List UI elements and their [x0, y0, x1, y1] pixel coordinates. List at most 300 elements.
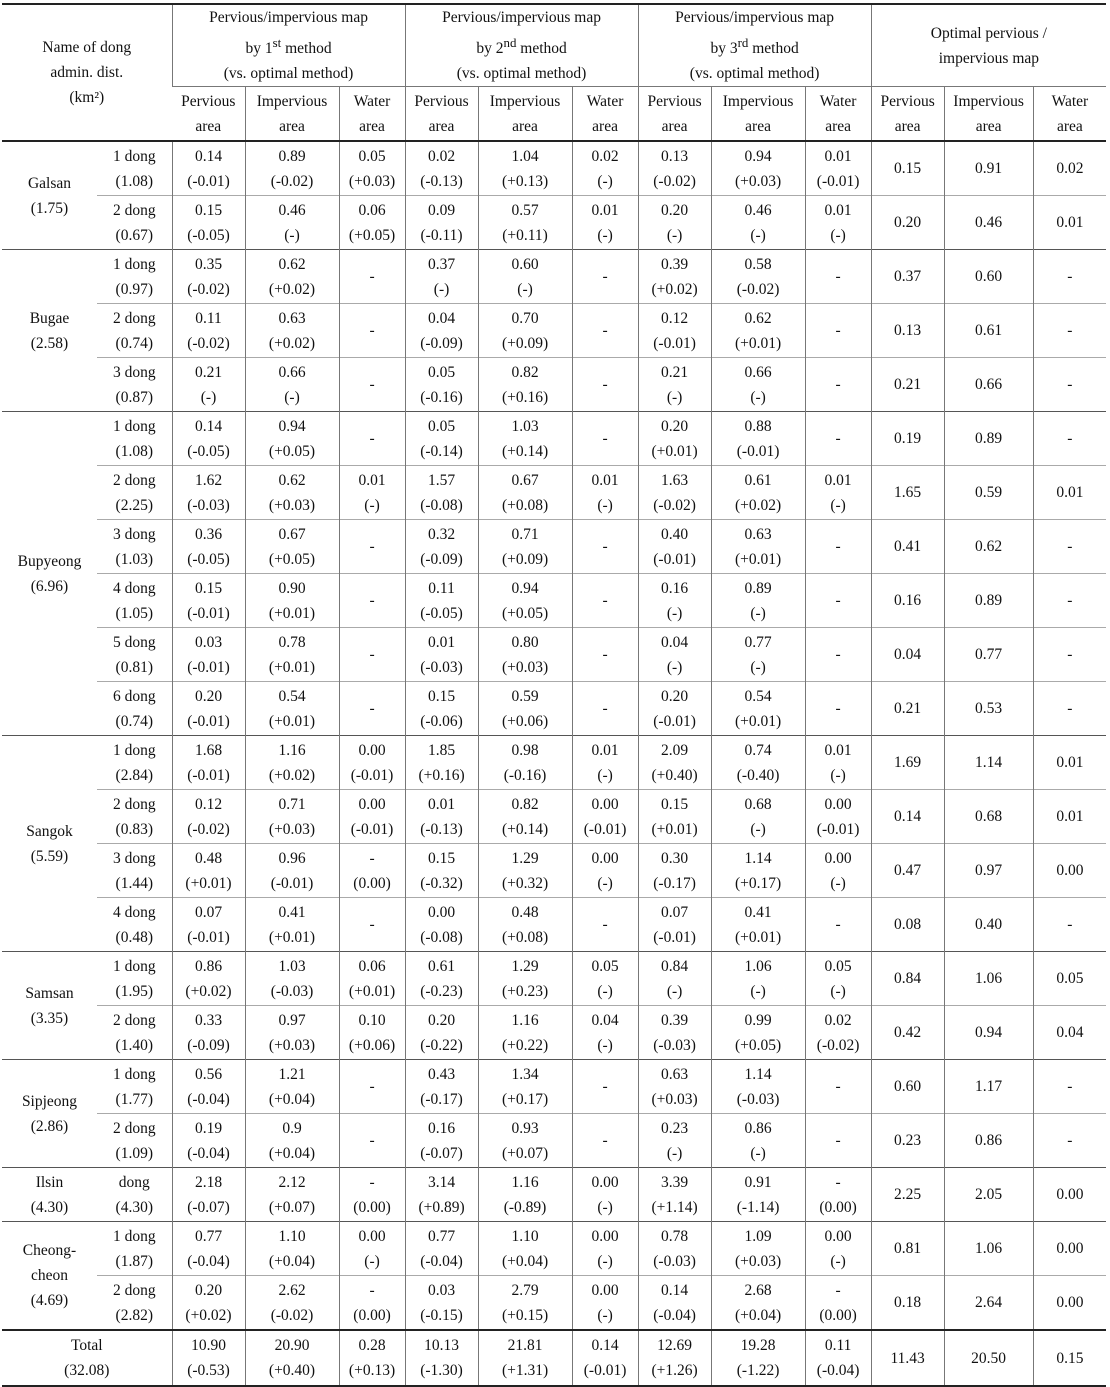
- method-value-cell: 0.00 (-): [339, 1222, 405, 1276]
- dong-name-cell: 2 dong (0.67): [97, 196, 172, 250]
- method-value-cell: 0.63 (+0.03): [638, 1060, 711, 1114]
- optimal-value-cell: 2.05: [944, 1168, 1033, 1222]
- optimal-value-cell: 0.91: [944, 141, 1033, 196]
- method-value-cell: 0.00 (-0.01): [572, 790, 638, 844]
- total-optimal-value-cell: 0.15: [1033, 1330, 1106, 1386]
- method-value-cell: -: [339, 898, 405, 952]
- method-value-cell: 0.00 (-0.01): [339, 736, 405, 790]
- method-value-cell: 0.61 (-0.23): [405, 952, 478, 1006]
- method-value-cell: 0.86 (+0.02): [172, 952, 245, 1006]
- optimal-value-cell: 0.89: [944, 574, 1033, 628]
- method-value-cell: 0.84 (-): [638, 952, 711, 1006]
- method-value-cell: 0.35 (-0.02): [172, 250, 245, 304]
- optimal-value-cell: 0.01: [1033, 790, 1106, 844]
- method-value-cell: 1.06 (-): [711, 952, 805, 1006]
- method-value-cell: 0.67 (+0.08): [478, 466, 572, 520]
- method-value-cell: 0.71 (+0.09): [478, 520, 572, 574]
- method-value-cell: 0.09 (-0.11): [405, 196, 478, 250]
- method-value-cell: 0.97 (+0.03): [245, 1006, 339, 1060]
- method-value-cell: 0.23 (-): [638, 1114, 711, 1168]
- optimal-value-cell: 0.01: [1033, 466, 1106, 520]
- method-value-cell: 0.00 (-): [572, 1168, 638, 1222]
- method-value-cell: 0.15 (-0.06): [405, 682, 478, 736]
- method-value-cell: 1.34 (+0.17): [478, 1060, 572, 1114]
- method-value-cell: 1.03 (-0.03): [245, 952, 339, 1006]
- optimal-value-cell: 0.41: [871, 520, 944, 574]
- optimal-value-cell: 0.86: [944, 1114, 1033, 1168]
- optimal-value-cell: 0.00: [1033, 1222, 1106, 1276]
- method-value-cell: -: [339, 1114, 405, 1168]
- method-value-cell: 0.37 (-): [405, 250, 478, 304]
- optimal-value-cell: 1.17: [944, 1060, 1033, 1114]
- dong-name-cell: 4 dong (1.05): [97, 574, 172, 628]
- method-value-cell: 0.00 (-0.01): [805, 790, 871, 844]
- method-value-cell: 0.04 (-): [638, 628, 711, 682]
- district-name-cell: Sipjeong (2.86): [2, 1060, 97, 1168]
- method-value-cell: 0.54 (+0.01): [245, 682, 339, 736]
- method-value-cell: 0.01 (-0.13): [405, 790, 478, 844]
- method-value-cell: - (0.00): [805, 1276, 871, 1331]
- method-value-cell: 0.67 (+0.05): [245, 520, 339, 574]
- method-value-cell: 0.36 (-0.05): [172, 520, 245, 574]
- method-value-cell: 0.54 (+0.01): [711, 682, 805, 736]
- method-value-cell: - (0.00): [339, 844, 405, 898]
- optimal-value-cell: 0.84: [871, 952, 944, 1006]
- optimal-value-cell: -: [1033, 250, 1106, 304]
- method-value-cell: 0.62 (+0.01): [711, 304, 805, 358]
- method-value-cell: 1.09 (+0.03): [711, 1222, 805, 1276]
- table-row: [2, 736, 1106, 790]
- method-value-cell: - (0.00): [805, 1168, 871, 1222]
- optimal-value-cell: 0.46: [944, 196, 1033, 250]
- method-value-cell: 0.63 (+0.02): [245, 304, 339, 358]
- optimal-value-cell: -: [1033, 358, 1106, 412]
- table-row: [2, 141, 1106, 196]
- method-value-cell: 0.07 (-0.01): [172, 898, 245, 952]
- optimal-value-cell: 0.59: [944, 466, 1033, 520]
- optimal-value-cell: 0.77: [944, 628, 1033, 682]
- method-value-cell: -: [339, 520, 405, 574]
- header-optimal-map: Optimal pervious / impervious map: [871, 4, 1106, 87]
- method-value-cell: 0.94 (+0.05): [245, 412, 339, 466]
- method-value-cell: 1.21 (+0.04): [245, 1060, 339, 1114]
- header-name-of-dong: Name of dong admin. dist. (km²): [42, 39, 132, 107]
- optimal-value-cell: 2.64: [944, 1276, 1033, 1331]
- total-optimal-value-cell: 11.43: [871, 1330, 944, 1386]
- method-value-cell: 2.12 (+0.07): [245, 1168, 339, 1222]
- method-value-cell: 0.93 (+0.07): [478, 1114, 572, 1168]
- header-method-2: Pervious/impervious map by 2nd method (vs. optimal method): [405, 4, 638, 87]
- method-value-cell: 0.60 (-): [478, 250, 572, 304]
- total-method-value-cell: 0.11 (-0.04): [805, 1330, 871, 1386]
- method-value-cell: -: [572, 520, 638, 574]
- method-value-cell: 0.05 (+0.03): [339, 141, 405, 196]
- method-value-cell: 0.70 (+0.09): [478, 304, 572, 358]
- optimal-value-cell: 0.60: [871, 1060, 944, 1114]
- method-value-cell: -: [572, 358, 638, 412]
- method-value-cell: 0.21 (-): [638, 358, 711, 412]
- method-value-cell: 2.09 (+0.40): [638, 736, 711, 790]
- method-value-cell: 0.96 (-0.01): [245, 844, 339, 898]
- optimal-value-cell: 0.81: [871, 1222, 944, 1276]
- method-value-cell: 0.89 (-): [711, 574, 805, 628]
- method-value-cell: 0.66 (-): [245, 358, 339, 412]
- method-value-cell: 0.68 (-): [711, 790, 805, 844]
- method-value-cell: 0.11 (-0.02): [172, 304, 245, 358]
- method-value-cell: 0.78 (-0.03): [638, 1222, 711, 1276]
- method-value-cell: 1.14 (+0.17): [711, 844, 805, 898]
- method-value-cell: - (0.00): [339, 1168, 405, 1222]
- optimal-value-cell: 0.47: [871, 844, 944, 898]
- total-method-value-cell: 19.28 (-1.22): [711, 1330, 805, 1386]
- method-value-cell: 1.04 (+0.13): [478, 141, 572, 196]
- optimal-value-cell: 0.40: [944, 898, 1033, 952]
- method-value-cell: 0.89 (-0.02): [245, 141, 339, 196]
- method-value-cell: 0.20 (+0.01): [638, 412, 711, 466]
- method-value-cell: 0.39 (+0.02): [638, 250, 711, 304]
- dong-name-cell: 6 dong (0.74): [97, 682, 172, 736]
- optimal-value-cell: 1.14: [944, 736, 1033, 790]
- subheader-impervious-area: Impervious area: [478, 87, 572, 142]
- table-row: [2, 196, 1106, 250]
- method-value-cell: 0.11 (-0.05): [405, 574, 478, 628]
- method-value-cell: -: [572, 682, 638, 736]
- total-method-value-cell: 12.69 (+1.26): [638, 1330, 711, 1386]
- optimal-value-cell: 0.68: [944, 790, 1033, 844]
- optimal-value-cell: 0.53: [944, 682, 1033, 736]
- method-value-cell: -: [339, 250, 405, 304]
- optimal-value-cell: 1.06: [944, 1222, 1033, 1276]
- subheader-impervious-area: Impervious area: [245, 87, 339, 142]
- dong-name-cell: 2 dong (2.25): [97, 466, 172, 520]
- method-value-cell: 0.05 (-): [572, 952, 638, 1006]
- method-value-cell: 1.16 (+0.22): [478, 1006, 572, 1060]
- subheader-impervious-area: Impervious area: [711, 87, 805, 142]
- total-row: [2, 1330, 1106, 1386]
- optimal-value-cell: 0.37: [871, 250, 944, 304]
- method-value-cell: 0.00 (-): [572, 1276, 638, 1331]
- method-value-cell: 0.88 (-0.01): [711, 412, 805, 466]
- method-value-cell: -: [572, 898, 638, 952]
- method-value-cell: 1.63 (-0.02): [638, 466, 711, 520]
- method-value-cell: -: [805, 412, 871, 466]
- method-value-cell: 0.01 (-): [572, 736, 638, 790]
- dong-name-cell: 2 dong (0.83): [97, 790, 172, 844]
- table-row: [2, 898, 1106, 952]
- method-value-cell: 2.18 (-0.07): [172, 1168, 245, 1222]
- subheader-pervious-area: Pervious area: [172, 87, 245, 142]
- total-label-cell: Total (32.08): [2, 1330, 172, 1386]
- optimal-value-cell: 0.04: [871, 628, 944, 682]
- subheader-water-area: Water area: [339, 87, 405, 142]
- table-row: [2, 574, 1106, 628]
- method-value-cell: 0.82 (+0.16): [478, 358, 572, 412]
- table-row: [2, 304, 1106, 358]
- method-value-cell: -: [805, 1060, 871, 1114]
- subheader-water-area: Water area: [572, 87, 638, 142]
- dong-name-cell: 3 dong (1.03): [97, 520, 172, 574]
- district-name-cell: Bugae (2.58): [2, 250, 97, 412]
- method-value-cell: 0.14 (-0.05): [172, 412, 245, 466]
- header-method-3: Pervious/impervious map by 3rd method (vs. optimal method): [638, 4, 871, 87]
- subheader-pervious-area: Pervious area: [638, 87, 711, 142]
- method-value-cell: 0.20 (-0.01): [638, 682, 711, 736]
- table-row: [2, 1222, 1106, 1276]
- method-value-cell: 0.39 (-0.03): [638, 1006, 711, 1060]
- method-value-cell: 0.01 (-): [572, 466, 638, 520]
- subheader-impervious-area: Impervious area: [944, 87, 1033, 142]
- method-value-cell: 1.29 (+0.23): [478, 952, 572, 1006]
- method-value-cell: 0.77 (-0.04): [172, 1222, 245, 1276]
- method-value-cell: 0.20 (-0.01): [172, 682, 245, 736]
- method-value-cell: 0.74 (-0.40): [711, 736, 805, 790]
- method-value-cell: 0.02 (-0.02): [805, 1006, 871, 1060]
- method-value-cell: -: [339, 628, 405, 682]
- method-value-cell: 0.21 (-): [172, 358, 245, 412]
- method-value-cell: 0.61 (+0.02): [711, 466, 805, 520]
- total-method-value-cell: 0.14 (-0.01): [572, 1330, 638, 1386]
- method-value-cell: 0.15 (+0.01): [638, 790, 711, 844]
- method-value-cell: - (0.00): [339, 1276, 405, 1331]
- optimal-value-cell: -: [1033, 1060, 1106, 1114]
- method-value-cell: 2.68 (+0.04): [711, 1276, 805, 1331]
- method-value-cell: -: [572, 628, 638, 682]
- optimal-value-cell: 0.62: [944, 520, 1033, 574]
- method-value-cell: 0.20 (+0.02): [172, 1276, 245, 1331]
- header-row-groups: [2, 4, 1106, 87]
- method-value-cell: 0.06 (+0.01): [339, 952, 405, 1006]
- dong-name-cell: 4 dong (0.48): [97, 898, 172, 952]
- optimal-value-cell: 0.08: [871, 898, 944, 952]
- method-value-cell: 0.00 (-): [572, 1222, 638, 1276]
- optimal-value-cell: 0.00: [1033, 1276, 1106, 1331]
- method-value-cell: -: [805, 1114, 871, 1168]
- method-value-cell: 1.16 (+0.02): [245, 736, 339, 790]
- optimal-value-cell: -: [1033, 304, 1106, 358]
- method-value-cell: 0.16 (-): [638, 574, 711, 628]
- optimal-value-cell: -: [1033, 412, 1106, 466]
- method-value-cell: -: [805, 574, 871, 628]
- method-value-cell: 0.63 (+0.01): [711, 520, 805, 574]
- optimal-value-cell: 0.21: [871, 682, 944, 736]
- method-value-cell: -: [572, 1060, 638, 1114]
- method-value-cell: 0.01 (-): [805, 466, 871, 520]
- method-value-cell: 0.78 (+0.01): [245, 628, 339, 682]
- method-value-cell: 0.00 (-): [572, 844, 638, 898]
- method-value-cell: 1.16 (-0.89): [478, 1168, 572, 1222]
- total-method-value-cell: 10.90 (-0.53): [172, 1330, 245, 1386]
- optimal-value-cell: 1.06: [944, 952, 1033, 1006]
- method-value-cell: 0.01 (-0.03): [405, 628, 478, 682]
- method-value-cell: 0.20 (-): [638, 196, 711, 250]
- dong-name-cell: 2 dong (1.09): [97, 1114, 172, 1168]
- subheader-pervious-area: Pervious area: [405, 87, 478, 142]
- table-row: [2, 358, 1106, 412]
- header-method-1: Pervious/impervious map by 1st method (vs. optimal method): [172, 4, 405, 87]
- method-value-cell: 0.15 (-0.32): [405, 844, 478, 898]
- method-value-cell: 2.62 (-0.02): [245, 1276, 339, 1331]
- district-name-cell: Bupyeong (6.96): [2, 412, 97, 736]
- method-value-cell: 0.06 (+0.05): [339, 196, 405, 250]
- method-value-cell: 0.00 (-0.08): [405, 898, 478, 952]
- optimal-value-cell: 0.42: [871, 1006, 944, 1060]
- dong-name-cell: 3 dong (1.44): [97, 844, 172, 898]
- method-value-cell: 0.30 (-0.17): [638, 844, 711, 898]
- district-name-cell: Ilsin (4.30): [2, 1168, 97, 1222]
- table-body: [2, 141, 1106, 1386]
- method-value-cell: 0.48 (+0.01): [172, 844, 245, 898]
- method-value-cell: 0.14 (-0.04): [638, 1276, 711, 1331]
- method-value-cell: 0.99 (+0.05): [711, 1006, 805, 1060]
- method-value-cell: 0.19 (-0.04): [172, 1114, 245, 1168]
- method-value-cell: 0.32 (-0.09): [405, 520, 478, 574]
- optimal-value-cell: 0.04: [1033, 1006, 1106, 1060]
- dong-name-cell: 1 dong (2.84): [97, 736, 172, 790]
- optimal-value-cell: 0.14: [871, 790, 944, 844]
- dong-name-cell: dong (4.30): [97, 1168, 172, 1222]
- method-value-cell: 0.15 (-0.01): [172, 574, 245, 628]
- table-row: [2, 250, 1106, 304]
- method-value-cell: 1.62 (-0.03): [172, 466, 245, 520]
- method-value-cell: 0.05 (-0.16): [405, 358, 478, 412]
- method-value-cell: -: [805, 898, 871, 952]
- method-value-cell: 0.05 (-): [805, 952, 871, 1006]
- method-value-cell: 0.62 (+0.03): [245, 466, 339, 520]
- total-method-value-cell: 20.90 (+0.40): [245, 1330, 339, 1386]
- method-value-cell: 0.71 (+0.03): [245, 790, 339, 844]
- table-row: [2, 628, 1106, 682]
- method-value-cell: 0.04 (-): [572, 1006, 638, 1060]
- district-name-cell: Sangok (5.59): [2, 736, 97, 952]
- table-row: [2, 682, 1106, 736]
- method-value-cell: -: [339, 574, 405, 628]
- dong-name-cell: 1 dong (0.97): [97, 250, 172, 304]
- method-value-cell: 1.10 (+0.04): [245, 1222, 339, 1276]
- method-value-cell: 0.14 (-0.01): [172, 141, 245, 196]
- optimal-value-cell: 0.16: [871, 574, 944, 628]
- method-value-cell: 0.56 (-0.04): [172, 1060, 245, 1114]
- method-value-cell: -: [572, 304, 638, 358]
- method-value-cell: 0.15 (-0.05): [172, 196, 245, 250]
- dong-name-cell: 2 dong (0.74): [97, 304, 172, 358]
- method-value-cell: 0.77 (-0.04): [405, 1222, 478, 1276]
- method-value-cell: 0.77 (-): [711, 628, 805, 682]
- method-value-cell: 0.03 (-0.01): [172, 628, 245, 682]
- optimal-value-cell: 0.94: [944, 1006, 1033, 1060]
- optimal-value-cell: 0.23: [871, 1114, 944, 1168]
- method-value-cell: 0.12 (-0.02): [172, 790, 245, 844]
- subheader-pervious-area: Pervious area: [871, 87, 944, 142]
- method-value-cell: 0.94 (+0.05): [478, 574, 572, 628]
- method-value-cell: 0.41 (+0.01): [711, 898, 805, 952]
- optimal-value-cell: 0.97: [944, 844, 1033, 898]
- method-value-cell: 0.00 (-0.01): [339, 790, 405, 844]
- method-value-cell: 0.04 (-0.09): [405, 304, 478, 358]
- optimal-value-cell: 0.66: [944, 358, 1033, 412]
- method-value-cell: 0.16 (-0.07): [405, 1114, 478, 1168]
- method-value-cell: 0.94 (+0.03): [711, 141, 805, 196]
- dong-name-cell: 5 dong (0.81): [97, 628, 172, 682]
- dong-name-cell: 1 dong (1.08): [97, 412, 172, 466]
- method-value-cell: 0.58 (-0.02): [711, 250, 805, 304]
- dong-name-cell: 1 dong (1.95): [97, 952, 172, 1006]
- method-value-cell: -: [339, 304, 405, 358]
- optimal-value-cell: 0.60: [944, 250, 1033, 304]
- optimal-value-cell: -: [1033, 1114, 1106, 1168]
- method-value-cell: 0.59 (+0.06): [478, 682, 572, 736]
- table-row: [2, 844, 1106, 898]
- optimal-value-cell: 0.05: [1033, 952, 1106, 1006]
- method-value-cell: 0.43 (-0.17): [405, 1060, 478, 1114]
- method-value-cell: -: [805, 628, 871, 682]
- method-value-cell: -: [805, 520, 871, 574]
- method-value-cell: -: [572, 250, 638, 304]
- method-value-cell: 0.01 (-): [339, 466, 405, 520]
- optimal-value-cell: 0.89: [944, 412, 1033, 466]
- method-value-cell: 0.46 (-): [245, 196, 339, 250]
- table-row: [2, 520, 1106, 574]
- method-value-cell: 0.66 (-): [711, 358, 805, 412]
- optimal-value-cell: 0.01: [1033, 736, 1106, 790]
- method-value-cell: 0.01 (-0.01): [805, 141, 871, 196]
- method-value-cell: 1.10 (+0.04): [478, 1222, 572, 1276]
- method-value-cell: 0.01 (-): [572, 196, 638, 250]
- method-value-cell: 1.29 (+0.32): [478, 844, 572, 898]
- method-value-cell: 0.48 (+0.08): [478, 898, 572, 952]
- method-value-cell: 0.40 (-0.01): [638, 520, 711, 574]
- total-method-value-cell: 0.28 (+0.13): [339, 1330, 405, 1386]
- optimal-value-cell: -: [1033, 682, 1106, 736]
- method-value-cell: 1.57 (-0.08): [405, 466, 478, 520]
- optimal-value-cell: 2.25: [871, 1168, 944, 1222]
- method-value-cell: -: [805, 250, 871, 304]
- method-value-cell: 1.03 (+0.14): [478, 412, 572, 466]
- optimal-value-cell: 0.15: [871, 141, 944, 196]
- method-value-cell: 0.00 (-): [805, 1222, 871, 1276]
- method-value-cell: 1.68 (-0.01): [172, 736, 245, 790]
- method-value-cell: 1.85 (+0.16): [405, 736, 478, 790]
- optimal-value-cell: 0.00: [1033, 1168, 1106, 1222]
- optimal-value-cell: -: [1033, 574, 1106, 628]
- method-value-cell: 0.46 (-): [711, 196, 805, 250]
- total-method-value-cell: 10.13 (-1.30): [405, 1330, 478, 1386]
- method-value-cell: -: [339, 682, 405, 736]
- method-value-cell: -: [572, 574, 638, 628]
- method-value-cell: 3.14 (+0.89): [405, 1168, 478, 1222]
- table-row: [2, 952, 1106, 1006]
- dong-name-cell: 2 dong (1.40): [97, 1006, 172, 1060]
- optimal-value-cell: 0.02: [1033, 141, 1106, 196]
- table-row: [2, 412, 1106, 466]
- optimal-value-cell: 1.65: [871, 466, 944, 520]
- dong-name-cell: 1 dong (1.08): [97, 141, 172, 196]
- method-value-cell: 0.03 (-0.15): [405, 1276, 478, 1331]
- optimal-value-cell: 0.20: [871, 196, 944, 250]
- optimal-value-cell: 0.21: [871, 358, 944, 412]
- method-value-cell: -: [339, 358, 405, 412]
- optimal-value-cell: -: [1033, 898, 1106, 952]
- method-value-cell: 0.9 (+0.04): [245, 1114, 339, 1168]
- method-value-cell: 0.98 (-0.16): [478, 736, 572, 790]
- optimal-value-cell: 0.00: [1033, 844, 1106, 898]
- method-value-cell: -: [339, 1060, 405, 1114]
- method-value-cell: 0.00 (-): [805, 844, 871, 898]
- method-value-cell: 0.82 (+0.14): [478, 790, 572, 844]
- method-value-cell: 0.13 (-0.02): [638, 141, 711, 196]
- method-value-cell: 0.90 (+0.01): [245, 574, 339, 628]
- district-name-cell: Galsan (1.75): [2, 141, 97, 250]
- table-row: [2, 466, 1106, 520]
